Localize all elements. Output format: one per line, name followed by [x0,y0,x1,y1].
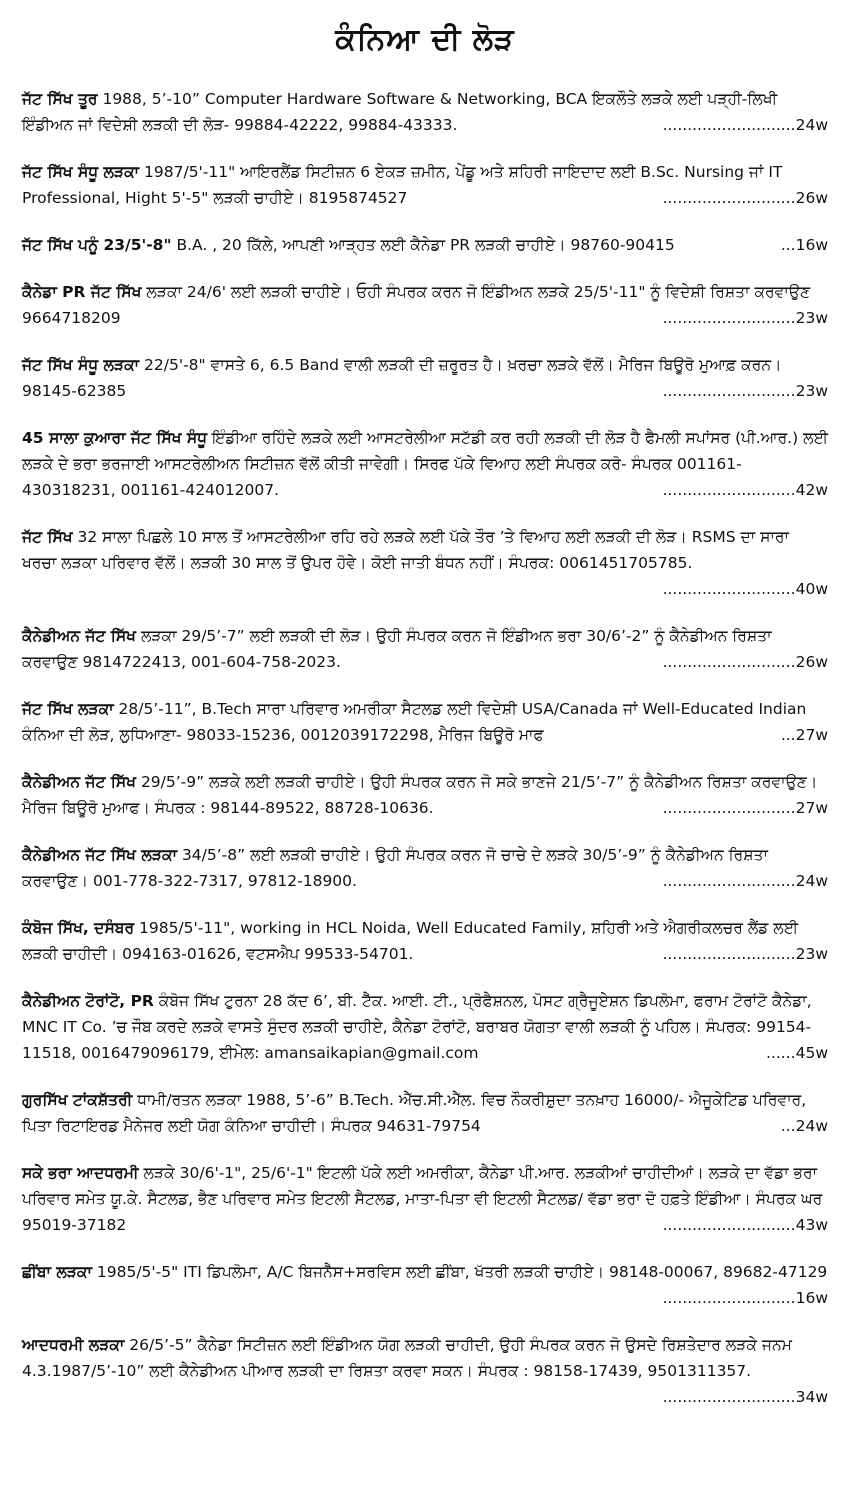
ad-code: ...........................26w [662,653,828,671]
ad-text: ਲੜਕਾ 24/6' ਲਈ ਲੜਕੀ ਚਾਹੀਏ। ਓਹੀ ਸੰਪਰਕ ਕਰਨ ਜੋ ਇੰਡੀਅਨ ਲੜਕੇ 25/5'-11" ਨੂੰ ਵਿਦੇਸ਼ੀ ਰਿਸ਼ਤਾ ਕਰਵਾਉਣ 9664718209 [22,283,811,327]
ad-code: ...........................24w [662,116,828,134]
ad-code: ...........................43w [662,1216,828,1234]
ad-entry [22,842,828,894]
ad-code: ...........................26w [662,189,828,207]
ad-text: 22/5'-8" ਵਾਸਤੇ 6, 6.5 Band ਵਾਲੀ ਲੜਕੀ ਦੀ ਜ਼ਰੂਰਤ ਹੈ। ਖ਼ਰਚਾ ਲੜਕੇ ਵੱਲੋਂ। ਮੈਰਿਜ ਬਿਊਰੋ ਮੁਆਫ਼ ਕਰਨ। 98145-62385 [22,356,782,400]
ad-text: ਕੰਬੋਜ ਸਿੱਖ ਟੁਰਨਾ 28 ਕੱਦ 6’, ਬੀ. ਟੈੱਕ. ਆਈ. ਟੀ., ਪ੍ਰੋਫੈਸ਼ਨਲ, ਪੋਸਟ ਗ੍ਰੈਜੂਏਸ਼ਨ ਡਿਪਲੋਮਾ, ਫਰਾਮ ਟੋਰਾਂਟੋ ਕੈਨੇਡਾ, MNC IT Co. ’ਚ ਜੌਬ ਕਰਦੇ ਲੜਕੇ ਵਾਸਤੇ ਸੁੰਦਰ ਲੜਕੀ ਚਾਹੀਏ, ਕੈਨੇਡਾ ਟੋਰਾਂਟੋ, ਬਰਾਬਰ ਯੋਗਤਾ ਵਾਲੀ ਲੜਕੀ ਨੂੰ ਪਹਿਲ। ਸੰਪਰਕ: 99154-11518, 0016479096179, ਈਮੇਲ: amansaikapian@gmail.com [22,992,812,1062]
ad-lead: 45 ਸਾਲਾ ਕੁਆਰਾ ਜੱਟ ਸਿੱਖ ਸੰਧੂ [22,429,207,447]
ad-lead: ਜੱਟ ਸਿੱਖ ਤੂਰ [22,90,98,108]
ad-entry [22,1160,828,1238]
ad-lead: ਜੱਟ ਸਿੱਖ ਸੰਧੂ ਲੜਕਾ [22,356,140,374]
ad-entry [22,86,828,138]
ad-code: ...........................24w [662,872,828,890]
ad-entry [22,279,828,331]
ad-entry [22,524,828,602]
ad-lead: ਸਕੇ ਭਰਾ ਆਦਧਰਮੀ [22,1164,139,1182]
ad-lead: ਆਦਧਰਮੀ ਲੜਕਾ [22,1336,125,1354]
ad-code: ...24w [780,1117,828,1135]
ad-lead: ਕੈਨੇਡੀਅਨ ਜੱਟ ਸਿੱਖ ਲੜਕਾ [22,846,178,864]
ad-text: 32 ਸਾਲਾ ਪਿਛਲੇ 10 ਸਾਲ ਤੋਂ ਆਸਟਰੇਲੀਆ ਰਹਿ ਰਹੇ ਲੜਕੇ ਲਈ ਪੱਕੇ ਤੌਰ ’ਤੇ ਵਿਆਹ ਲਈ ਲੜਕੀ ਦੀ ਲੋੜ। RSMS ਦਾ ਸਾਰਾ ਖਰਚਾ ਲੜਕਾ ਪਰਿਵਾਰ ਵੱਲੋਂ। ਲੜਕੀ 30 ਸਾਲ ਤੋਂ ਉਪਰ ਹੋਵੇ। ਕੋਈ ਜਾਤੀ ਬੰਧਨ ਨਹੀਂ। ਸੰਪਰਕ: 0061451705785. [22,528,789,572]
ad-code: ...........................23w [662,309,828,327]
ad-entry [22,769,828,821]
ad-entry [22,696,828,748]
page-title: ਕੰਨਿਆ ਦੀ ਲੋੜ [335,22,515,57]
ad-code: ...........................16w [662,1289,828,1307]
ad-lead: ਗੁਰਸਿੱਖ ਟਾਂਕਸ਼ੱਤਰੀ [22,1091,133,1109]
ad-code: ...........................42w [662,481,828,499]
ad-entry [22,425,828,503]
ad-text: 29/5’-9” ਲੜਕੇ ਲਈ ਲੜਕੀ ਚਾਹੀਏ। ਉਹੀ ਸੰਪਰਕ ਕਰਨ ਜੋ ਸਕੇ ਭਾਣਜੇ 21/5’-7” ਨੂੰ ਕੈਨੇਡੀਅਨ ਰਿਸ਼ਤਾ ਕਰਵਾਉਣ। ਮੈਰਿਜ ਬਿਊਰੋ ਮੁਆਫ। ਸੰਪਰਕ : 98144-89522, 88728-10636. [22,773,818,817]
ad-lead: ਕੈਨੇਡੀਅਨ ਜੱਟ ਸਿੱਖ [22,773,137,791]
ad-text: ਧਾਮੀ/ਰਤਨ ਲੜਕਾ 1988, 5’-6” B.Tech. ਐੱਚ.ਸੀ.ਐੱਲ. ਵਿਚ ਨੌਕਰੀਸ਼ੁਦਾ ਤਨਖ਼ਾਹ 16000/- ਐਜੂਕੇਟਿਡ ਪਰਿਵਾਰ, ਪਿਤਾ ਰਿਟਾਇਰਡ ਮੈਨੇਜਰ ਲਈ ਯੋਗ ਕੰਨਿਆ ਚਾਹੀਦੀ। ਸੰਪਰਕ 94631-79754 [22,1091,807,1135]
ad-lead: ਜੱਟ ਸਿੱਖ [22,528,73,546]
ad-lead: ਕੰਬੋਜ ਸਿੱਖ, ਦਸੰਬਰ [22,919,135,937]
ad-code: ...........................23w [662,382,828,400]
ad-text: 1985/5'-5" ITI ਡਿਪਲੋਮਾ, A/C ਬਿਜਨੈੱਸ+ਸਰਵਿਸ ਲਈ ਛੀਂਬਾ, ਖੱਤਰੀ ਲੜਕੀ ਚਾਹੀਏ। 98148-00067, 89682-47129 [91,1263,828,1281]
ad-lead: ਕੈਨੇਡਾ PR ਜੱਟ ਸਿੱਖ [22,283,142,301]
ad-code: ...27w [780,726,828,744]
ad-entry [22,623,828,675]
ad-code: ......45w [766,1044,828,1062]
ad-code: ...16w [780,236,828,254]
ad-text: ਲੜਕੇ 30/6'-1", 25/6'-1" ਇਟਲੀ ਪੱਕੇ ਲਈ ਅਮਰੀਕਾ, ਕੈਨੇਡਾ ਪੀ.ਆਰ. ਲੜਕੀਆਂ ਚਾਹੀਦੀਆਂ। ਲੜਕੇ ਦਾ ਵੱਡਾ ਭਰਾ ਪਰਿਵਾਰ ਸਮੇਤ ਯੂ.ਕੇ. ਸੈਟਲਡ, ਭੈਣ ਪਰਿਵਾਰ ਸਮੇਤ ਇਟਲੀ ਸੈਟਲਡ, ਮਾਤਾ-ਪਿਤਾ ਵੀ ਇਟਲੀ ਸੈਟਲਡ/ ਵੱਡਾ ਭਰਾ ਦੋ ਹਫ਼ਤੇ ਇੰਡੀਆ। ਸੰਪਰਕ ਘਰ 95019-37182 [22,1164,823,1234]
ad-text: 1985/5'-11", working in HCL Noida, Well Educated Family, ਸ਼ਹਿਰੀ ਅਤੇ ਐਗਰੀਕਲਚਰ ਲੈਂਡ ਲਈ ਲੜਕੀ ਚਾਹੀਦੀ। 094163-01626, ਵਟਸਐਪ 99533-54701. [22,919,799,963]
ad-code: ...........................40w [662,580,828,598]
ad-text: 1987/5'-11" ਆਇਰਲੈਂਡ ਸਿਟੀਜ਼ਨ 6 ਏਕੜ ਜ਼ਮੀਨ, ਪੇਂਡੂ ਅਤੇ ਸ਼ਹਿਰੀ ਜਾਇਦਾਦ ਲਈ B.Sc. Nursing ਜਾਂ IT Professional, Hight 5'-5" ਲੜਕੀ ਚਾਹੀਏ। 8195874527 [22,163,783,207]
ad-lead: ਜੱਟ ਸਿੱਖ ਸੰਧੂ ਲੜਕਾ [22,163,140,181]
ad-text: B.A. , 20 ਕਿੱਲੇ, ਆਪਣੀ ਆੜ੍ਹਤ ਲਈ ਕੈਨੇਡਾ PR ਲੜਕੀ ਚਾਹੀਏ। 98760-90415 [171,236,675,254]
ad-code: ...........................34w [662,1388,828,1406]
ad-lead: ਜੱਟ ਸਿੱਖ ਲੜਕਾ [22,700,114,718]
ads-list [22,86,828,1410]
ad-entry [22,1087,828,1139]
ad-entry [22,352,828,404]
ad-entry [22,1259,828,1311]
ad-lead: ਜੱਟ ਸਿੱਖ ਪਨੂੰ 23/5'-8" [22,236,172,254]
ad-entry [22,915,828,967]
ad-lead: ਛੀਂਬਾ ਲੜਕਾ [22,1263,92,1281]
ad-entry [22,232,828,258]
ad-text: ਲੜਕਾ 29/5’-7” ਲਈ ਲੜਕੀ ਦੀ ਲੋੜ। ਉਹੀ ਸੰਪਰਕ ਕਰਨ ਜੋ ਇੰਡੀਅਨ ਭਰਾ 30/6’-2” ਨੂੰ ਕੈਨੇਡੀਅਨ ਰਿਸ਼ਤਾ ਕਰਵਾਉਣ 9814722413, 001-604-758-2023. [22,627,772,671]
ad-lead: ਕੈਨੇਡੀਅਨ ਜੱਟ ਸਿੱਖ [22,627,137,645]
ad-lead: ਕੈਨੇਡੀਅਨ ਟੋਰਾਂਟੋ, PR [22,992,154,1010]
ad-entry [22,159,828,211]
ad-entry [22,988,828,1066]
ad-text: 26/5’-5” ਕੈਨੇਡਾ ਸਿਟੀਜ਼ਨ ਲਈ ਇੰਡੀਅਨ ਯੋਗ ਲੜਕੀ ਚਾਹੀਦੀ, ਉਹੀ ਸੰਪਰਕ ਕਰਨ ਜੋ ਉਸਦੇ ਰਿਸ਼ਤੇਦਾਰ ਲੜਕੇ ਜਨਮ 4.3.1987/5’-10” ਲਈ ਕੈਨੇਡੀਅਨ ਪੀਆਰ ਲੜਕੀ ਦਾ ਰਿਸ਼ਤਾ ਕਰਵਾ ਸਕਨ। ਸੰਪਰਕ : 98158-17439, 9501311357. [22,1336,792,1380]
ad-code: ...........................27w [662,799,828,817]
ad-text: 1988, 5’-10” Computer Hardware Software & Networking, BCA ਇਕਲੌਤੇ ਲੜਕੇ ਲਈ ਪੜ੍ਹੀ-ਲਿਖੀ ਇੰਡੀਅਨ ਜਾਂ ਵਿਦੇਸ਼ੀ ਲੜਕੀ ਦੀ ਲੋੜ- 99884-42222, 99884-43333. [22,90,778,134]
ad-text: ਇੰਡੀਆ ਰਹਿੰਦੇ ਲੜਕੇ ਲਈ ਆਸਟਰੇਲੀਆ ਸਟੱਡੀ ਕਰ ਰਹੀ ਲੜਕੀ ਦੀ ਲੋੜ ਹੈ ਫੈਮਲੀ ਸਪਾਂਸਰ (ਪੀ.ਆਰ.) ਲਈ ਲੜਕੇ ਦੇ ਭਰਾ ਭਰਜਾਈ ਆਸਟਰੇਲੀਅਨ ਸਿਟੀਜ਼ਨ ਵੱਲੋਂ ਕੀਤੀ ਜਾਵੇਗੀ। ਸਿਰਫ ਪੱਕੇ ਵਿਆਹ ਲਈ ਸੰਪਰਕ ਕਰੋ- ਸੰਪਰਕ 001161-430318231, 001161-424012007. [22,429,828,499]
ad-text: 34/5’-8” ਲਈ ਲੜਕੀ ਚਾਹੀਏ। ਉਹੀ ਸੰਪਰਕ ਕਰਨ ਜੋ ਚਾਚੇ ਦੇ ਲੜਕੇ 30/5’-9” ਨੂੰ ਕੈਨੇਡੀਅਨ ਰਿਸ਼ਤਾ ਕਰਵਾਉਣ। 001-778-322-7317, 97812-18900. [22,846,768,890]
ad-entry [22,1332,828,1410]
ad-text: 28/5’-11”, B.Tech ਸਾਰਾ ਪਰਿਵਾਰ ਅਮਰੀਕਾ ਸੈਟਲਡ ਲਈ ਵਿਦੇਸ਼ੀ USA/Canada ਜਾਂ Well-Educated Indian ਕੰਨਿਆ ਦੀ ਲੋੜ, ਲੁਧਿਆਣਾ- 98033-15236, 0012039172298, ਮੈਰਿਜ ਬਿਊਰੋ ਮਾਫ [22,700,807,744]
ad-code: ...........................23w [662,945,828,963]
